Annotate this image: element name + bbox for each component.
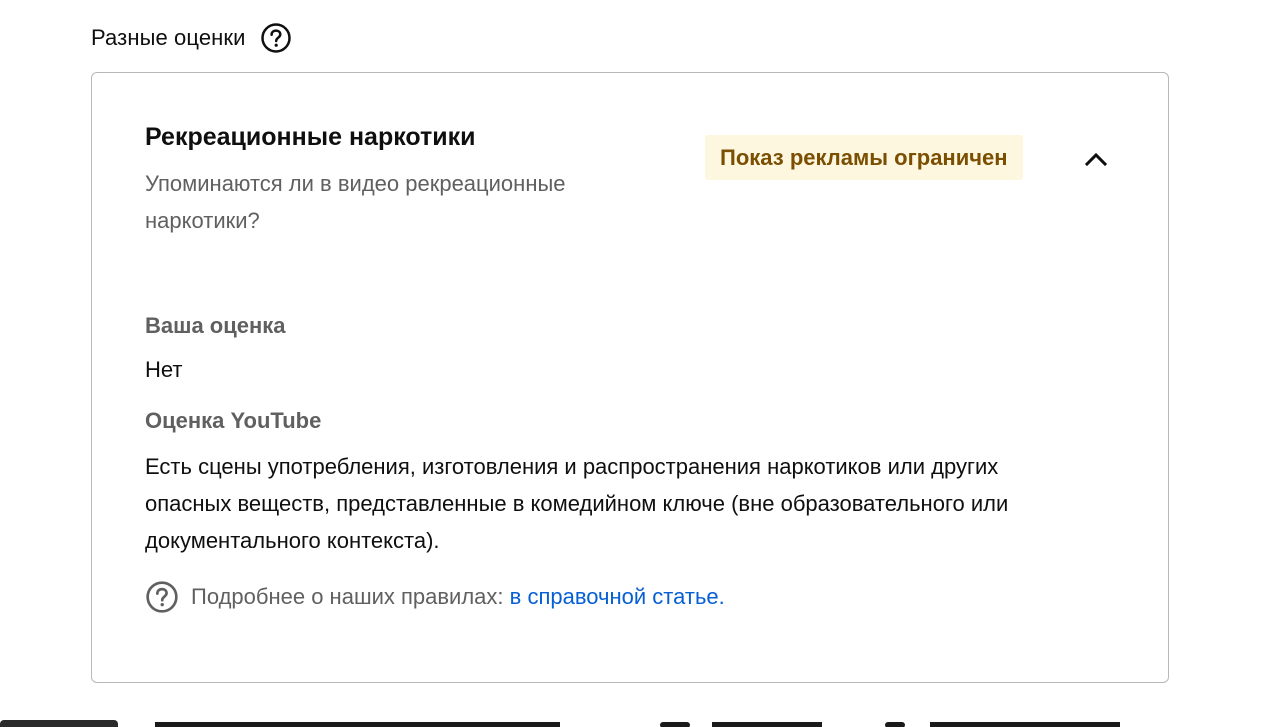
chevron-up-icon: [1082, 145, 1110, 173]
next-section-preview: [0, 718, 1280, 727]
preview-text-fragment: [155, 722, 560, 727]
help-article-link[interactable]: в справочной статье: [509, 584, 719, 609]
status-badge: Показ рекламы ограничен: [705, 135, 1023, 180]
preview-icon-fragment: [660, 722, 690, 727]
preview-text-fragment: [930, 722, 1120, 727]
policy-prefix: Подробнее о наших правилах:: [191, 584, 510, 609]
preview-text-fragment: [712, 722, 822, 727]
preview-icon-fragment: [885, 722, 905, 727]
your-rating-label: Ваша оценка: [145, 313, 286, 338]
help-circle-icon: [145, 580, 179, 614]
your-rating-value: Нет: [145, 357, 183, 382]
category-title: Рекреационные наркотики: [145, 123, 476, 151]
youtube-rating-label: Оценка YouTube: [145, 408, 322, 433]
category-question: Упоминаются ли в видео рекреационные наркотики?: [145, 171, 566, 233]
policy-info: [145, 580, 725, 614]
section-header: [91, 22, 292, 54]
video-thumbnail: [0, 720, 118, 727]
collapse-button[interactable]: [1076, 139, 1116, 179]
youtube-rating-value: Есть сцены употребления, изготовления и распространения наркотиков или других опасных веществ, представленные в комедийном ключе (вне образовательного или документального контекста).: [145, 454, 1009, 553]
rating-card: [91, 72, 1169, 683]
help-circle-icon[interactable]: [260, 22, 292, 54]
section-title: Разные оценки: [91, 25, 246, 50]
policy-suffix: .: [718, 584, 725, 609]
